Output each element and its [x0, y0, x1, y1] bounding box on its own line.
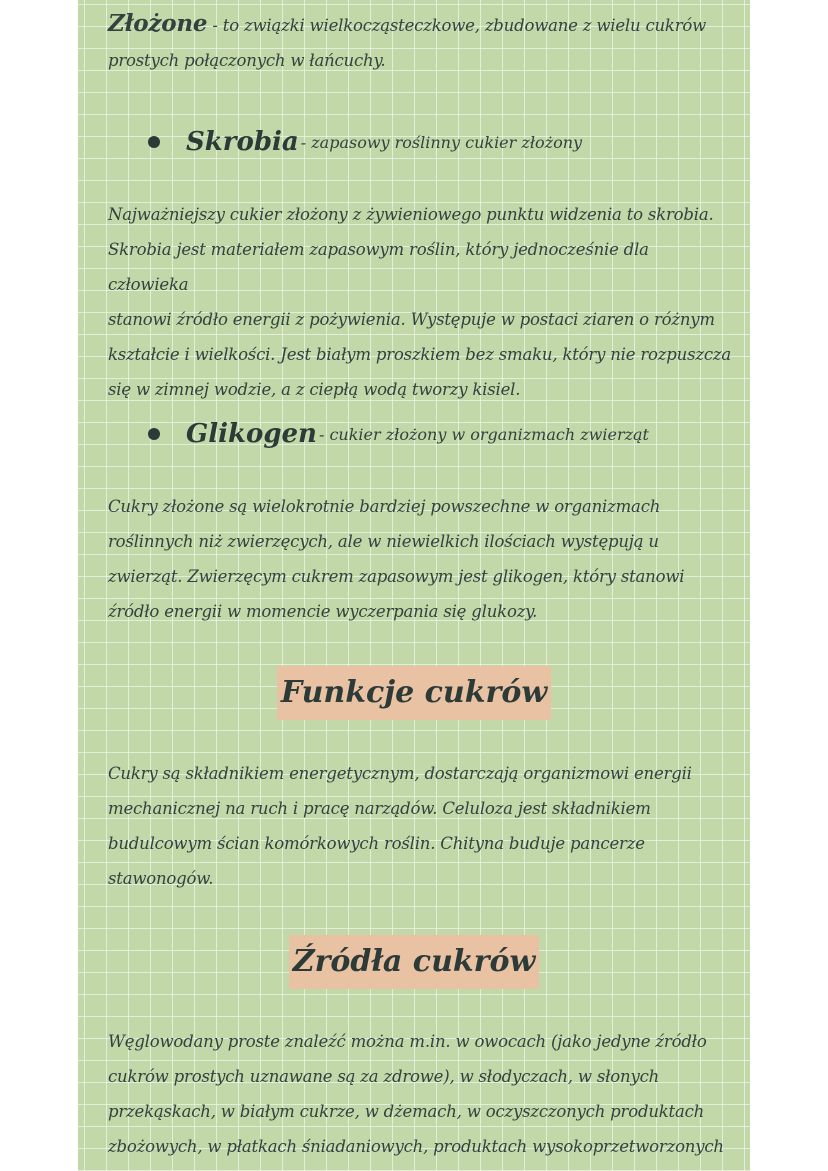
zrodla-line: zbożowych, w płatkach śniadaniowych, produktach wysokoprzetworzonych [108, 1137, 724, 1156]
funkcje-heading: Funkcje cukrów [277, 666, 551, 720]
bullet-dot-icon [148, 428, 160, 440]
glikogen-title: Glikogen [186, 419, 317, 449]
zrodla-line: przekąskach, w białym cukrze, w dżemach, w oczyszczonych produktach [108, 1102, 705, 1121]
skrobia-title: Skrobia [186, 127, 299, 157]
skrobia-line: Najważniejszy cukier złożony z żywieniowego punktu widzenia to skrobia. [108, 205, 714, 224]
skrobia-line: stanowi źródło energii z pożywienia. Występuje w postaci ziaren o różnym [108, 310, 715, 329]
skrobia-bullet-row [148, 122, 582, 162]
intro-text-line1: - to związki wielkocząsteczkowe, zbudowane z wielu cukrów [207, 16, 707, 35]
skrobia-paragraph [108, 197, 733, 407]
skrobia-desc: - zapasowy roślinny cukier złożony [300, 132, 583, 152]
glikogen-section [108, 489, 733, 629]
funkcje-section [108, 756, 733, 896]
notebook-page [78, 0, 750, 1171]
funkcje-line: budulcowym ścian komórkowych roślin. Chityna buduje pancerze [108, 834, 645, 853]
skrobia-line: się w zimnej wodzie, a z ciepłą wodą tworzy kisiel. [108, 380, 521, 399]
glikogen-paragraph [108, 489, 733, 629]
intro-text-line2: prostych połączonych w łańcuchy. [108, 51, 386, 70]
glikogen-desc: - cukier złożony w organizmach zwierząt [318, 424, 649, 444]
skrobia-line: kształcie i wielkości. Jest białym proszkiem bez smaku, który nie rozpuszcza [108, 345, 732, 364]
glikogen-line: roślinnych niż zwierzęcych, ale w niewielkich ilościach występują u [108, 532, 659, 551]
intro-term: Złożone [108, 10, 208, 37]
glikogen-line: Cukry złożone są wielokrotnie bardziej powszechne w organizmach [108, 497, 661, 516]
zrodla-paragraph [108, 1024, 733, 1164]
skrobia-section [108, 197, 733, 407]
glikogen-line: źródło energii w momencie wyczerpania się glukozy. [108, 602, 538, 621]
intro-paragraph [108, 6, 733, 78]
funkcje-line: Cukry są składnikiem energetycznym, dostarczają organizmowi energii [108, 764, 692, 783]
funkcje-heading-wrap [78, 666, 750, 720]
glikogen-bullet-row [148, 414, 649, 454]
intro-section [108, 6, 733, 78]
funkcje-paragraph [108, 756, 733, 896]
funkcje-line: mechanicznej na ruch i pracę narządów. Celuloza jest składnikiem [108, 799, 651, 818]
zrodla-section [108, 1024, 733, 1164]
zrodla-line: cukrów prostych uznawane są za zdrowe), w słodyczach, w słonych [108, 1067, 660, 1086]
glikogen-line: zwierząt. Zwierzęcym cukrem zapasowym jest glikogen, który stanowi [108, 567, 685, 586]
zrodla-line: Węglowodany proste znaleźć można m.in. w owocach (jako jedyne źródło [108, 1032, 707, 1051]
bullet-dot-icon [148, 136, 160, 148]
zrodla-heading-wrap [78, 935, 750, 989]
funkcje-line: stawonogów. [108, 869, 214, 888]
skrobia-line: Skrobia jest materiałem zapasowym roślin, który jednocześnie dla człowieka [108, 240, 649, 294]
zrodla-heading: Źródła cukrów [289, 935, 540, 989]
